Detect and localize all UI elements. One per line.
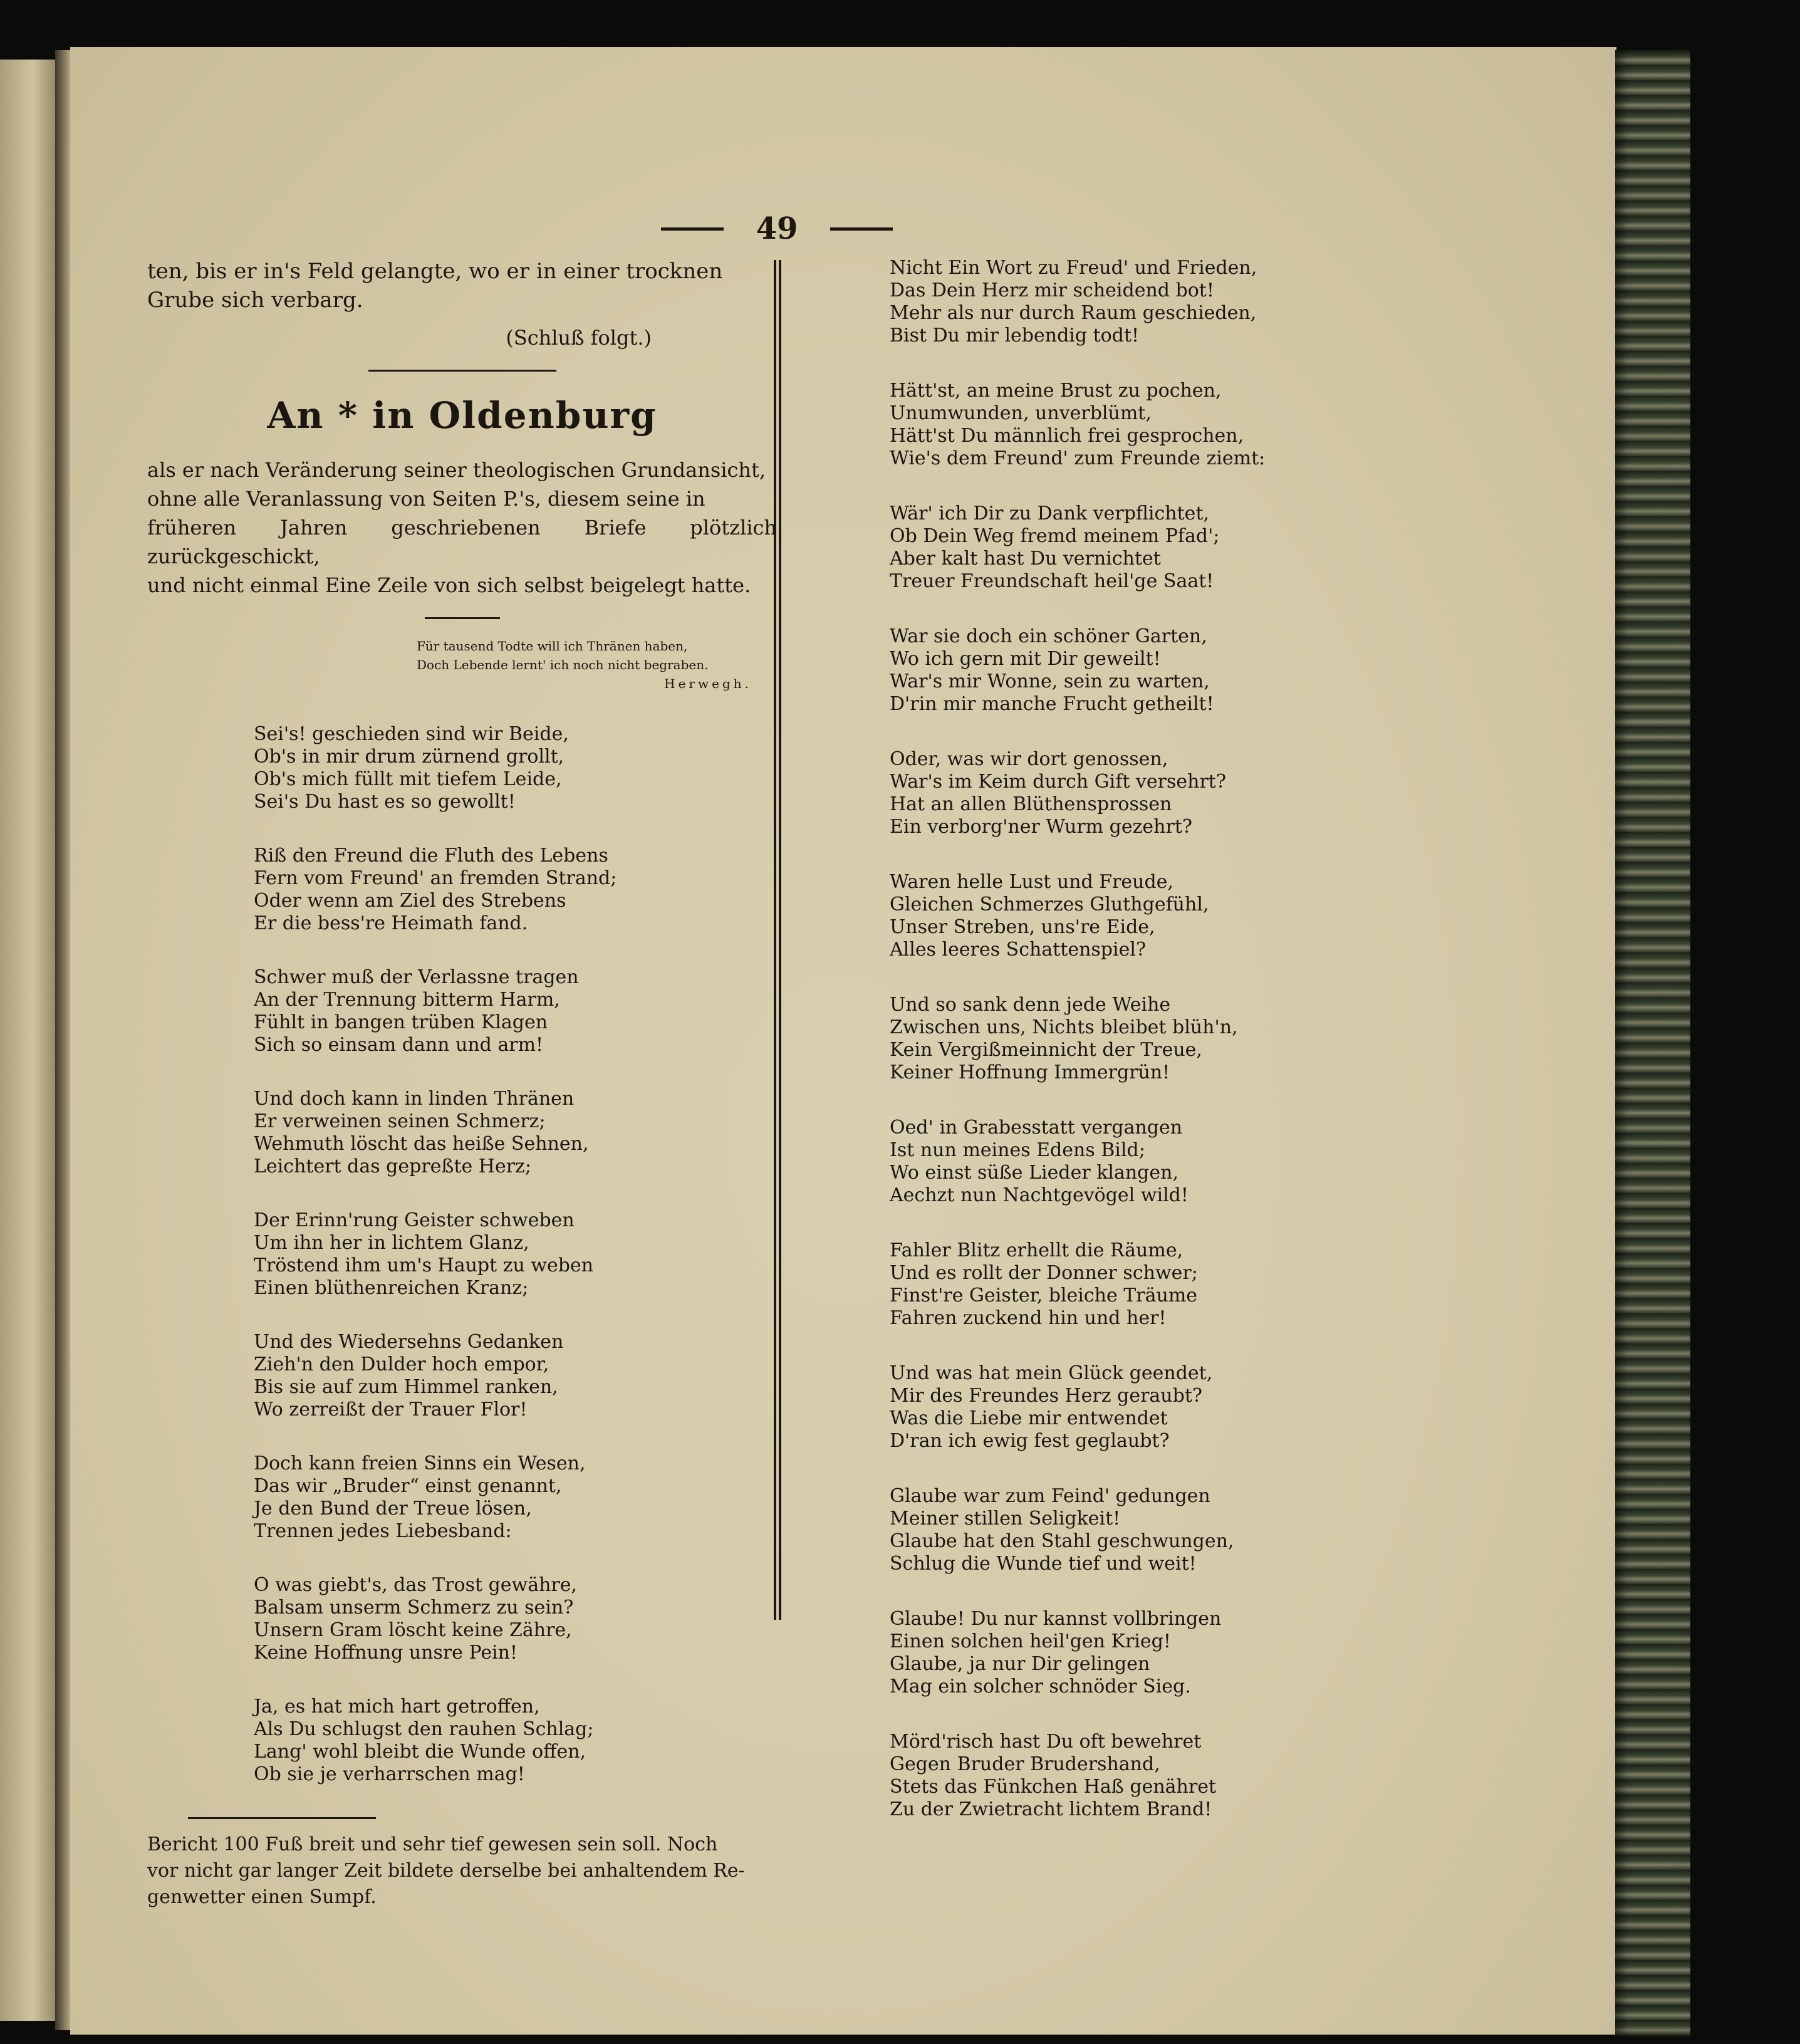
column-double-rule: [774, 260, 781, 1620]
verse-line: Ist nun meines Edens Bild;: [890, 1139, 1145, 1161]
verse-line: Ob's mich füllt mit tiefem Leide,: [254, 768, 562, 790]
verse-line: Ob sie je verharrschen mag!: [254, 1763, 525, 1785]
verse-line: Tröstend ihm um's Haupt zu weben: [254, 1254, 594, 1276]
verse-line: Ja, es hat mich hart getroffen,: [254, 1696, 540, 1718]
poem-stanza: [147, 1696, 777, 1786]
verse-line: Glaube hat den Stahl geschwungen,: [890, 1530, 1234, 1552]
verse-line: Und so sank denn jede Weihe: [890, 994, 1171, 1016]
verse-line: Treuer Freundschaft heil'ge Saat!: [890, 570, 1214, 592]
verse-line: Unumwunden, unverblümt,: [890, 402, 1152, 424]
poem-stanza: [890, 625, 1610, 716]
verse-line: War sie doch ein schöner Garten,: [890, 625, 1207, 647]
verse-line: Keiner Hoffnung Immergrün!: [890, 1061, 1170, 1083]
verse-line: Aber kalt hast Du vernichtet: [890, 548, 1161, 570]
page-number: [661, 207, 893, 251]
verse-line: An der Trennung bitterm Harm,: [254, 989, 560, 1011]
verse-line: Wehmuth löscht das heiße Sehnen,: [254, 1133, 589, 1155]
verse-line: Wo ich gern mit Dir geweilt!: [890, 648, 1161, 670]
verse-line: Kein Vergißmeinnicht der Treue,: [890, 1039, 1202, 1061]
verse-line: Mir des Freundes Herz geraubt?: [890, 1385, 1202, 1407]
verse-line: Aechzt nun Nachtgevögel wild!: [890, 1184, 1189, 1206]
verse-line: Einen blüthenreichen Kranz;: [254, 1277, 529, 1299]
verse-line: Glaube, ja nur Dir gelingen: [890, 1653, 1150, 1675]
verse-line: Schwer muß der Verlassne tragen: [254, 966, 579, 988]
verse-line: War's im Keim durch Gift versehrt?: [890, 771, 1226, 793]
verse-line: Wo einst süße Lieder klangen,: [890, 1162, 1179, 1184]
poem-stanza: [890, 1608, 1610, 1698]
verse-line: Er die bess're Heimath fand.: [254, 912, 528, 934]
section-divider: [368, 370, 556, 372]
poem-stanza: [147, 966, 777, 1056]
verse-line: Fahren zuckend hin und her!: [890, 1307, 1167, 1329]
poem-title: An * in Oldenburg: [267, 394, 657, 437]
verse-line: Glaube war zum Feind' gedungen: [890, 1485, 1210, 1507]
verse-line: Gleichen Schmerzes Gluthgefühl,: [890, 894, 1209, 915]
verse-line: Stets das Fünkchen Haß genähret: [890, 1776, 1217, 1798]
verse-line: Wie's dem Freund' zum Freunde ziemt:: [890, 447, 1266, 469]
footnote: [147, 1832, 777, 1911]
poem-stanza: [147, 1452, 777, 1543]
verse-line: Einen solchen heil'gen Krieg!: [890, 1630, 1171, 1652]
page-number-text: 49: [756, 211, 798, 246]
poem-stanza: [890, 1117, 1610, 1207]
footnote-line: vor nicht gar langer Zeit bildete derselbe bei anhaltendem Re-: [147, 1860, 745, 1882]
poem-stanza: [147, 1088, 777, 1178]
verse-line: Alles leeres Schattenspiel?: [890, 939, 1147, 961]
verse-line: Wär' ich Dir zu Dank verpflichtet,: [890, 503, 1210, 524]
verse-line: Hätt'st, an meine Brust zu pochen,: [890, 380, 1222, 402]
subtitle-line: als er nach Veränderung seiner theologischen Grundansicht,: [147, 458, 766, 482]
poem-stanza: [890, 1485, 1610, 1575]
verse-line: Sich so einsam dann und arm!: [254, 1034, 544, 1056]
verse-line: Der Erinn'rung Geister schweben: [254, 1209, 575, 1231]
verse-line: Das wir „Bruder“ einst genannt,: [254, 1475, 562, 1497]
verse-line: O was giebt's, das Trost gewähre,: [254, 1574, 578, 1596]
poem-stanza: [890, 380, 1610, 470]
poem-stanza: [147, 845, 777, 935]
poem-stanza: [147, 1331, 777, 1421]
poem-stanza: [890, 871, 1610, 961]
verse-line: Und was hat mein Glück geendet,: [890, 1362, 1213, 1384]
footnote-line: Bericht 100 Fuß breit und sehr tief gewesen sein soll. Noch: [147, 1833, 718, 1855]
continued-note: (Schluß folgt.): [506, 326, 652, 350]
poem-stanza: [890, 1362, 1610, 1452]
verse-line: Keine Hoffnung unsre Pein!: [254, 1642, 518, 1664]
verse-line: Und es rollt der Donner schwer;: [890, 1262, 1198, 1284]
motto-author: Herwegh.: [664, 676, 752, 691]
verse-line: Bis sie auf zum Himmel ranken,: [254, 1376, 558, 1398]
verse-line: Gegen Bruder Brudershand,: [890, 1753, 1160, 1775]
verse-line: Er verweinen seinen Schmerz;: [254, 1110, 546, 1132]
poem-stanza: [147, 723, 777, 813]
poem-stanza: [147, 1574, 777, 1664]
verse-line: Trennen jedes Liebesband:: [254, 1520, 512, 1542]
verse-line: Oed' in Grabesstatt vergangen: [890, 1117, 1183, 1139]
verse-line: Ob's in mir drum zürnend grollt,: [254, 746, 564, 768]
right-column: [890, 257, 1610, 1854]
page-number-dash-right: [830, 227, 893, 231]
left-stanzas: [147, 723, 777, 1786]
motto: [417, 637, 752, 693]
verse-line: D'rin mir manche Frucht getheilt!: [890, 693, 1214, 715]
verse-line: Bist Du mir lebendig todt!: [890, 325, 1140, 347]
motto-line: Für tausend Todte will ich Thränen haben,: [417, 639, 688, 654]
poem-stanza: [890, 1239, 1610, 1330]
verse-line: Unsern Gram löscht keine Zähre,: [254, 1619, 572, 1641]
verse-line: Sei's Du hast es so gewollt!: [254, 791, 516, 813]
verse-line: Fahler Blitz erhellt die Räume,: [890, 1239, 1184, 1261]
poem-stanza: [890, 257, 1610, 347]
prose-line: ten, bis er in's Feld gelangte, wo er in einer trocknen: [147, 259, 723, 284]
verse-line: Mag ein solcher schnöder Sieg.: [890, 1676, 1191, 1697]
verse-line: Zwischen uns, Nichts bleibet blüh'n,: [890, 1016, 1238, 1038]
verse-line: Balsam unserm Schmerz zu sein?: [254, 1597, 574, 1619]
verse-line: Und doch kann in linden Thränen: [254, 1088, 575, 1110]
verse-line: Um ihn her in lichtem Glanz,: [254, 1232, 529, 1254]
verse-line: Oder wenn am Ziel des Strebens: [254, 890, 566, 912]
right-stanzas: [890, 257, 1610, 1821]
verse-line: Nicht Ein Wort zu Freud' und Frieden,: [890, 257, 1257, 279]
poem-stanza: [890, 1731, 1610, 1821]
previous-page-edge: [0, 60, 60, 2021]
verse-line: Fühlt in bangen trüben Klagen: [254, 1011, 548, 1033]
verse-line: Meiner stillen Seligkeit!: [890, 1508, 1121, 1530]
verse-line: Schlug die Wunde tief und weit!: [890, 1553, 1197, 1575]
subtitle-line: und nicht einmal Eine Zeile von sich selbst beigelegt hatte.: [147, 573, 751, 597]
verse-line: Und des Wiedersehns Gedanken: [254, 1331, 564, 1353]
verse-line: Zieh'n den Dulder hoch empor,: [254, 1353, 549, 1375]
verse-line: Lang' wohl bleibt die Wunde offen,: [254, 1741, 586, 1763]
verse-line: Was die Liebe mir entwendet: [890, 1407, 1168, 1429]
verse-line: Oder, was wir dort genossen,: [890, 748, 1168, 770]
poem-stanza: [147, 1209, 777, 1300]
verse-line: Fern vom Freund' an fremden Strand;: [254, 867, 617, 889]
verse-line: Wo zerreißt der Trauer Flor!: [254, 1399, 528, 1421]
verse-line: War's mir Wonne, sein zu warten,: [890, 670, 1210, 692]
verse-line: Hätt'st Du männlich frei gesprochen,: [890, 425, 1244, 447]
verse-line: Leichtert das gepreßte Herz;: [254, 1155, 531, 1177]
prose-continuation: [147, 257, 777, 315]
motto-line: Doch Lebende lernt' ich noch nicht begraben.: [417, 657, 709, 672]
verse-line: Das Dein Herz mir scheidend bot!: [890, 279, 1214, 301]
verse-line: Mehr als nur durch Raum geschieden,: [890, 302, 1257, 324]
verse-line: Doch kann freien Sinns ein Wesen,: [254, 1452, 586, 1474]
book-spine: [1615, 50, 1690, 2036]
subtitle-divider: [425, 617, 500, 619]
subtitle-line: früheren Jahren geschriebenen Briefe plötzlich zurückgeschickt,: [147, 516, 777, 568]
verse-line: Finst're Geister, bleiche Träume: [890, 1285, 1198, 1306]
verse-line: Ob Dein Weg fremd meinem Pfad';: [890, 525, 1220, 547]
verse-line: Mörd'risch hast Du oft bewehret: [890, 1731, 1202, 1753]
page-number-dash-left: [661, 227, 724, 231]
poem-stanza: [890, 503, 1610, 593]
verse-line: D'ran ich ewig fest geglaubt?: [890, 1430, 1170, 1452]
poem-stanza: [890, 994, 1610, 1084]
prose-line: Grube sich verbarg.: [147, 288, 363, 313]
verse-line: Unser Streben, uns're Eide,: [890, 916, 1155, 938]
verse-line: Sei's! geschieden sind wir Beide,: [254, 723, 569, 745]
poem-subtitle: [147, 456, 777, 600]
verse-line: Als Du schlugst den rauhen Schlag;: [254, 1718, 594, 1740]
subtitle-line: ohne alle Veranlassung von Seiten P.'s, diesem seine in: [147, 487, 705, 511]
verse-line: Riß den Freund die Fluth des Lebens: [254, 845, 608, 867]
footnote-divider: [188, 1817, 376, 1819]
verse-line: Hat an allen Blüthensprossen: [890, 793, 1172, 815]
verse-line: Glaube! Du nur kannst vollbringen: [890, 1608, 1222, 1630]
verse-line: Zu der Zwietracht lichtem Brand!: [890, 1798, 1212, 1820]
left-column: [147, 257, 777, 1911]
poem-stanza: [890, 748, 1610, 838]
footnote-line: genwetter einen Sumpf.: [147, 1886, 377, 1908]
verse-line: Waren helle Lust und Freude,: [890, 871, 1173, 893]
verse-line: Ein verborg'ner Wurm gezehrt?: [890, 816, 1192, 838]
verse-line: Je den Bund der Treue lösen,: [254, 1498, 532, 1520]
